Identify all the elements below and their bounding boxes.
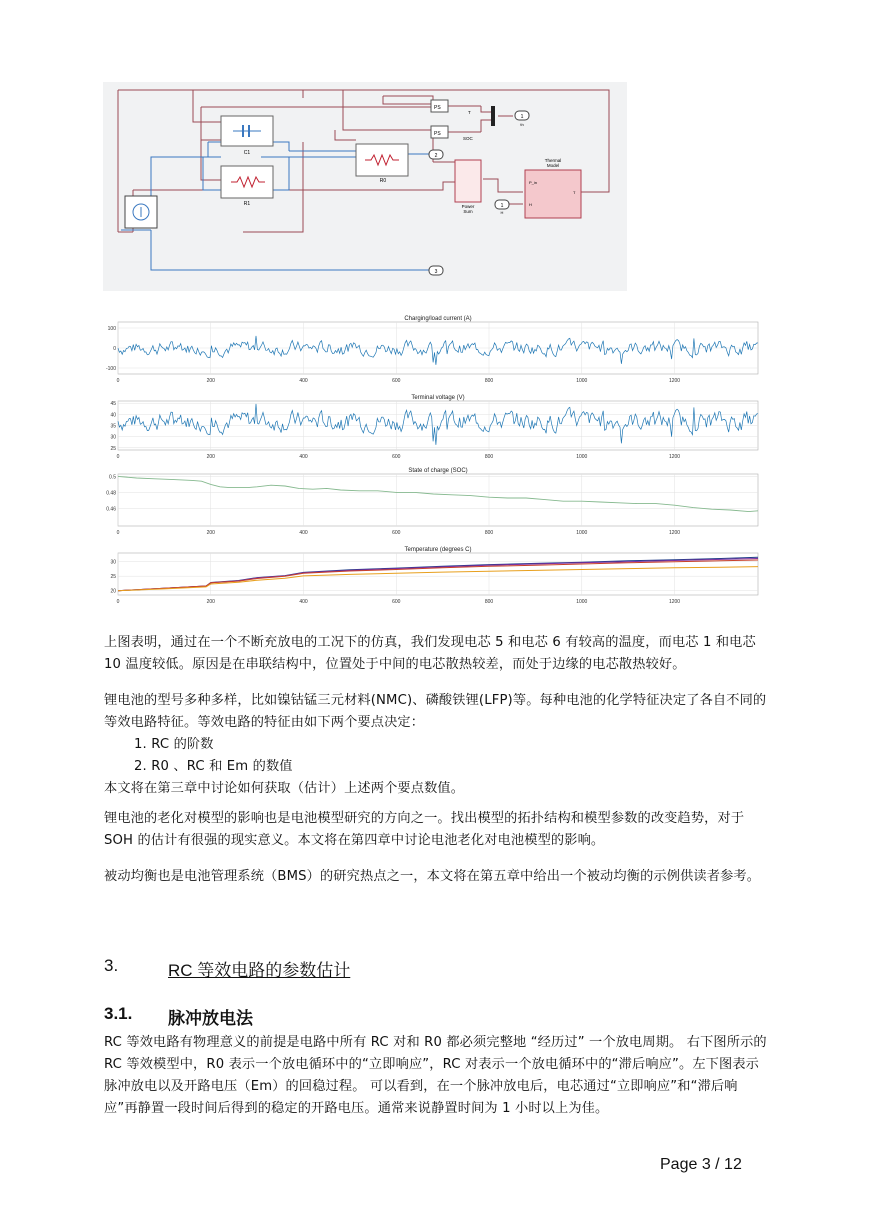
section-3-1-title: 脉冲放电法 [168,1009,253,1028]
port-3: 3 [434,269,438,275]
x-tick-label: 1200 [668,530,681,536]
x-tick-label: 400 [299,378,308,384]
plot-title: State of charge (SOC) [408,468,468,474]
page-number: Page 3 / 12 [660,1156,742,1173]
ps-s-2: PS [434,131,441,137]
section-3-number: 3. [104,956,119,975]
y-tick-label: 30 [110,559,116,566]
paragraph-pulse-discharge: RC 等效电路有物理意义的前提是电路中所有 RC 对和 R0 都必须完整地 “经历过” 一个放电周期。 右下图所示的 RC 等效模型中，R0 表示一个放电循环中的“立即响应”，RC 对表示一个放电循环中的“滞后响应”。左下图表示脉冲放电以及开路电压（Em）的回稳过程。 可以看到，在一个脉冲放电后，电芯通过“立即响应”和“滞后响应”再静置一段时间后得到的稳定的开路电压。通常来说静置时间为 1 小时以上为佳。 [104,1035,767,1116]
x-tick-label: 600 [392,599,401,605]
y-tick-label: 0.46 [106,506,116,513]
x-tick-label: 1200 [668,378,681,384]
y-tick-label: 35 [110,423,116,430]
current-plot [106,316,758,384]
voltage-plot [110,395,758,460]
inport-1: 1 [500,203,504,209]
x-tick-label: 1200 [668,454,681,460]
c1-label: C1 [243,150,251,156]
plot-title: Temperature (degrees C) [404,547,472,553]
x-tick-label: 1000 [576,599,588,605]
t-signal-label: T [468,110,471,115]
x-tick-label: 600 [392,530,401,536]
plot-title: Terminal voltage (V) [411,395,465,401]
y-tick-label: 25 [110,574,116,581]
thermal-label-1: Thermal [544,158,562,163]
soc-signal-label: SOC [463,136,473,141]
x-tick-label: 200 [206,454,215,460]
x-tick-label: 0 [116,378,120,384]
paragraph-chapter3: 本文将在第三章中讨论如何获取（估计）上述两个要点数值。 [104,781,465,796]
y-tick-label: -100 [105,366,116,372]
thermal-h-label: H [529,202,532,207]
paragraph-aging: 锂电池的老化对模型的影响也是电池模型研究的方向之一。找出模型的拓扑结构和模型参数的改变趋势，对于 SOH 的估计有很强的现实意义。本文将在第四章中讨论电池老化对电池模型的影响。 [104,811,745,848]
x-tick-label: 800 [484,454,494,460]
x-tick-label: 800 [484,599,494,605]
soc-plot [106,468,758,536]
outport-1-name: th [520,122,524,127]
x-tick-label: 600 [392,378,401,384]
ps-s-1: PS [434,105,441,111]
x-tick-label: 1000 [576,530,588,536]
r1-label: R1 [243,201,251,207]
paragraph-chemistry: 锂电池的型号多种多样，比如镍钴锰三元材料(NMC)、磷酸铁锂(LFP)等。每种电池的化学特征决定了各自不同的等效电路特征。等效电路的特征由如下两个要点决定： 1. RC 的阶数 2. R0 、RC 和 Em 的数值 本文将在第三章中讨论如何获取（估计）上述两个要点数值。 [104,690,768,800]
thermal-pin-label: P_in [529,180,538,185]
x-tick-label: 800 [484,378,494,384]
temperature-plot [110,547,758,605]
x-tick-label: 400 [299,599,308,605]
x-tick-label: 200 [206,530,215,536]
x-tick-label: 0 [116,599,120,605]
inport-1-name: H [500,210,504,215]
y-tick-label: 25 [110,445,116,452]
y-tick-label: 0.5 [109,474,116,481]
thermal-t-label: T [573,190,576,195]
section-3-title: RC 等效电路的参数估计 [168,961,351,980]
paragraph-balancing: 被动均衡也是电池管理系统（BMS）的研究热点之一，本文将在第五章中给出一个被动均衡的示例供读者参考。 [104,869,761,884]
power-sum-label-1: Power [461,204,475,209]
outport-1: 1 [520,114,524,120]
x-tick-label: 1000 [576,378,588,384]
x-tick-label: 400 [299,454,308,460]
y-tick-label: 0 [113,346,116,352]
thermal-label-2: Model [546,163,560,168]
x-tick-label: 200 [206,378,215,384]
x-tick-label: 1000 [576,454,588,460]
section-3-1-number: 3.1. [104,1004,133,1023]
y-tick-label: 45 [110,401,116,408]
plot-title: Charging/load current (A) [404,316,472,322]
port-2: 2 [434,153,438,159]
y-tick-label: 20 [110,588,116,595]
plot-frame-2 [118,474,758,526]
r0-label: R0 [379,178,387,184]
x-tick-label: 600 [392,454,401,460]
paragraph-simulation-result: 上图表明，通过在一个不断充放电的工况下的仿真，我们发现电芯 5 和电芯 6 有较高的温度，而电芯 1 和电芯 10 温度较低。原因是在串联结构中，位置处于中间的电芯散热较差，而处于边缘的电芯散热较好。 [104,635,756,672]
x-tick-label: 0 [116,454,120,460]
x-tick-label: 200 [206,599,215,605]
x-tick-label: 0 [116,530,120,536]
power-sum-label-2: Sum [463,209,473,214]
x-tick-label: 800 [484,530,494,536]
y-tick-label: 30 [110,434,116,441]
x-tick-label: 1200 [668,599,681,605]
y-tick-label: 100 [107,326,116,332]
y-tick-label: 40 [110,412,116,419]
plot-frame-3 [118,553,758,595]
list-item-2: 2. R0 、RC 和 Em 的数值 [134,759,293,774]
simulation-plots [100,312,765,612]
x-tick-label: 400 [299,530,308,536]
simulink-diagram [103,82,627,291]
y-tick-label: 0.48 [106,490,116,497]
list-item-1: 1. RC 的阶数 [134,737,214,752]
